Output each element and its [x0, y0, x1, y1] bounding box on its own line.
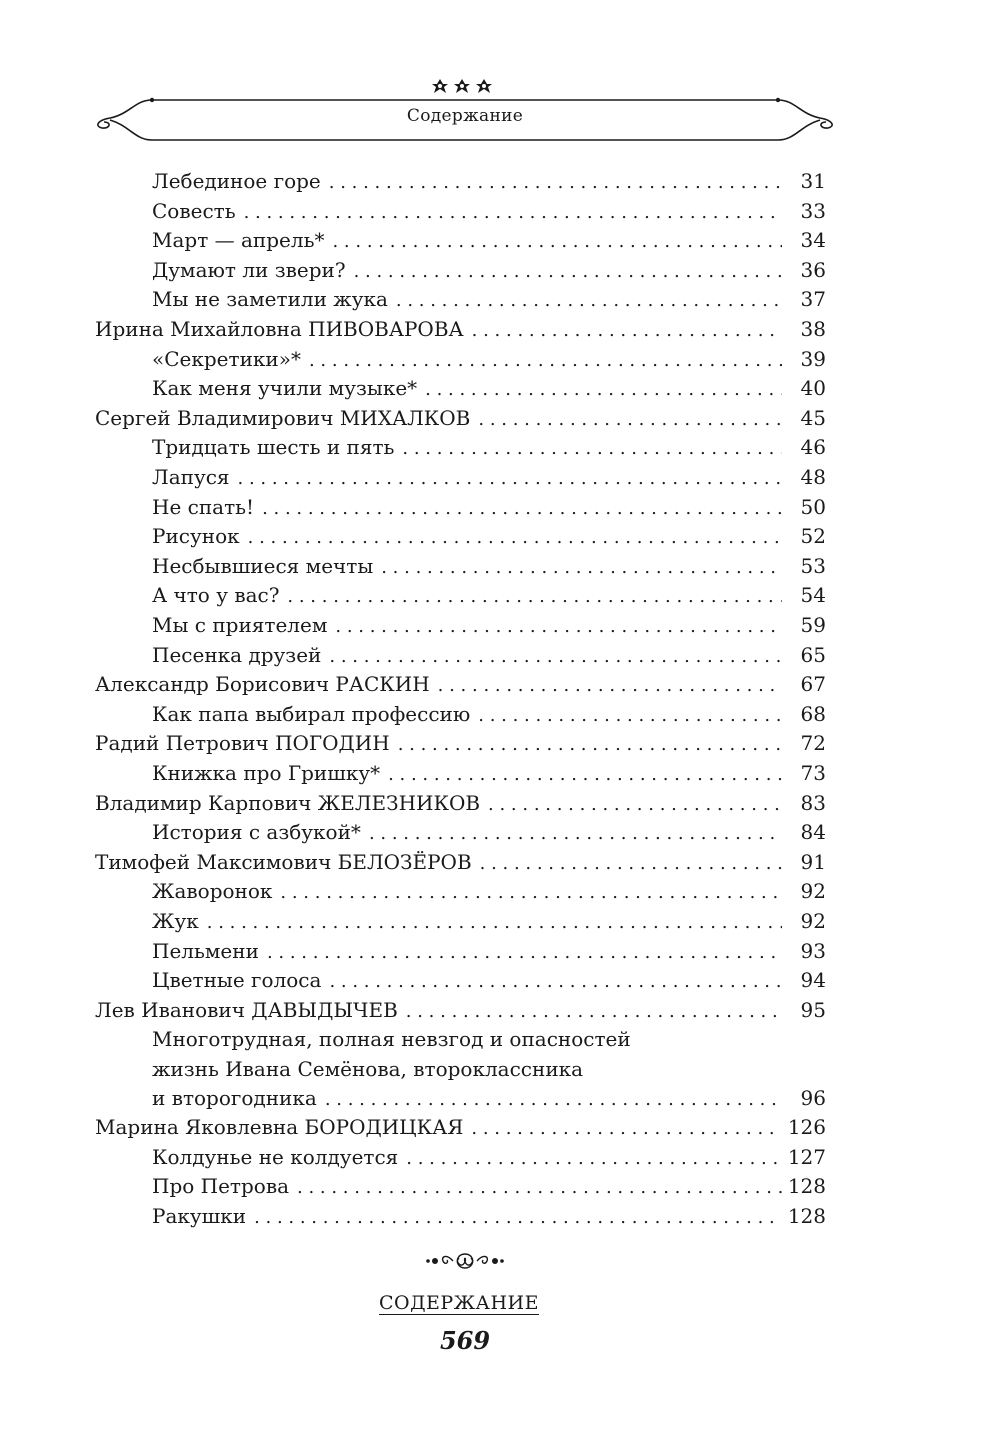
toc-entry-title-line: жизнь Ивана Семёнова, второклассника: [152, 1057, 584, 1081]
toc-entry-page: 72: [800, 731, 826, 756]
toc-entry-page: 128: [787, 1203, 826, 1228]
toc-entry-page: 94: [800, 968, 826, 993]
toc-entry-author[interactable]: [95, 995, 826, 1025]
page-header: [0, 0, 987, 160]
toc-entry-title: Март — апрель*: [152, 228, 325, 253]
toc-entry-title: Не спать!: [152, 494, 255, 519]
toc-entry-page: 53: [800, 553, 826, 578]
running-header-title: Содержание: [406, 106, 524, 126]
toc-entry-work[interactable]: [152, 580, 826, 610]
dot-leader: [488, 790, 782, 820]
toc-entry-work[interactable]: [152, 373, 826, 403]
toc-entry-page: 95: [800, 997, 826, 1022]
toc-entry-work[interactable]: [152, 344, 826, 374]
toc-entry-page: 96: [800, 1086, 826, 1110]
toc-entry-work[interactable]: [152, 699, 826, 729]
toc-entry-title: Песенка друзей: [152, 642, 322, 667]
dot-leader: [244, 198, 782, 228]
toc-entry-work[interactable]: [152, 965, 826, 995]
toc-entry-title: А что у вас?: [152, 583, 280, 608]
toc-entry-title: Марина Яковлевна БОРОДИЦКАЯ: [95, 1115, 464, 1139]
toc-entry-work[interactable]: [152, 1083, 826, 1113]
dot-leader: [478, 701, 782, 731]
toc-entry-title: «Секретики»*: [152, 346, 301, 371]
toc-entry-page: 40: [800, 376, 826, 401]
toc-entry-work[interactable]: [152, 225, 826, 255]
dot-leader: [369, 819, 782, 849]
toc-entry-page: 50: [800, 494, 826, 519]
dot-leader: [238, 464, 782, 494]
toc-entry-page: 37: [800, 287, 826, 312]
toc-entry-page: 59: [800, 613, 826, 637]
dot-leader: [309, 346, 782, 376]
toc-entry-title: Сергей Владимирович МИХАЛКОВ: [95, 405, 471, 430]
dot-leader: [280, 878, 782, 908]
footer-ornament-icon: [425, 1250, 505, 1272]
toc-entry-title: Тридцать шесть и пять: [152, 435, 395, 460]
dot-leader: [297, 1173, 782, 1203]
dot-leader: [254, 1203, 782, 1233]
dot-leader: [325, 1085, 782, 1115]
dot-leader: [480, 849, 782, 879]
toc-entry-author[interactable]: [95, 1112, 826, 1142]
dot-leader: [472, 316, 782, 346]
toc-entry-title: Жаворонок: [152, 879, 273, 904]
toc-entry-work[interactable]: [152, 1201, 826, 1231]
toc-entry-page: 38: [800, 317, 826, 341]
dot-leader: [329, 168, 782, 198]
toc-entry-author[interactable]: [95, 728, 826, 758]
toc-entry-title: Колдунье не колдуется: [152, 1144, 399, 1169]
toc-entry-work[interactable]: [152, 1142, 826, 1172]
toc-entry-page: 128: [787, 1174, 826, 1199]
toc-entry-page: 34: [800, 228, 826, 253]
toc-entry-page: 67: [800, 672, 826, 697]
toc-entry-title: Мы с приятелем: [152, 613, 328, 637]
toc-entry-work[interactable]: [152, 196, 826, 226]
dot-leader: [354, 257, 782, 287]
toc-entry-title: Рисунок: [152, 524, 240, 549]
dot-leader: [425, 375, 782, 405]
toc-entry-page: 68: [800, 701, 826, 726]
toc-entry-title: Тимофей Максимович БЕЛОЗЁРОВ: [95, 849, 472, 874]
toc-entry-title: Пельмени: [152, 938, 259, 963]
toc-entry-title: Лев Иванович ДАВЫДЫЧЕВ: [95, 997, 398, 1022]
toc-entry-work[interactable]: [152, 551, 826, 581]
dot-leader: [267, 938, 782, 968]
toc-entry-title: и второгодника: [152, 1086, 317, 1110]
dot-leader: [287, 582, 782, 612]
toc-entry-page: 126: [787, 1115, 826, 1139]
toc-entry-title: Мы не заметили жука: [152, 287, 388, 312]
dot-leader: [438, 671, 782, 701]
toc-entry-title: Несбывшиеся мечты: [152, 553, 374, 578]
toc-entry-page: 52: [800, 524, 826, 549]
dot-leader: [248, 523, 782, 553]
toc-entry-title: Совесть: [152, 198, 236, 223]
toc-entry-title: История с азбукой*: [152, 820, 361, 845]
dot-leader: [388, 760, 782, 790]
toc-entry-title: Как меня учили музыке*: [152, 376, 418, 401]
toc-entry-title: Как папа выбирал профессию: [152, 701, 471, 726]
page-number: 569: [439, 1326, 491, 1355]
toc-entry-title: Жук: [152, 909, 199, 933]
toc-entry-page: 39: [800, 346, 826, 371]
toc-entry-title: Радий Петрович ПОГОДИН: [95, 731, 390, 756]
toc-entry-title: Александр Борисович РАСКИН: [95, 672, 430, 697]
toc-entry-page: 65: [800, 642, 826, 667]
toc-entry-page: 73: [800, 761, 826, 785]
toc-entry-title: Лапуся: [152, 465, 230, 489]
footer-section-title: СОДЕРЖАНИЕ: [379, 1292, 539, 1314]
toc-entry-page: 91: [800, 849, 826, 874]
toc-entry-title: Цветные голоса: [152, 968, 322, 993]
dot-leader: [332, 227, 782, 257]
toc-entry-page: 36: [800, 257, 826, 282]
dot-leader: [406, 1144, 782, 1174]
toc-entry-author[interactable]: [95, 669, 826, 699]
toc-entry-page: 84: [800, 820, 826, 845]
toc-entry-title: Про Петрова: [152, 1174, 290, 1199]
toc-entry-author[interactable]: [95, 847, 826, 877]
toc-entry-page: 33: [800, 198, 826, 223]
dot-leader: [335, 612, 782, 642]
dot-leader: [329, 642, 782, 672]
dot-leader: [402, 434, 782, 464]
dot-leader: [396, 286, 782, 316]
toc-entry-author[interactable]: [95, 788, 826, 818]
dot-leader: [398, 730, 782, 760]
toc-entry-title: Ракушки: [152, 1203, 247, 1228]
toc-entry-author[interactable]: [95, 403, 826, 433]
toc-entry-work[interactable]: [152, 610, 826, 640]
toc-entry-page: 83: [800, 790, 826, 815]
toc-entry-page: 92: [800, 909, 826, 933]
toc-entry-work[interactable]: [152, 936, 826, 966]
toc-entry-work[interactable]: [152, 255, 826, 285]
toc-entry-work[interactable]: [152, 1171, 826, 1201]
toc-entry-work[interactable]: [152, 876, 826, 906]
toc-entry-work[interactable]: [152, 166, 826, 196]
toc-entry-work[interactable]: [152, 758, 826, 788]
toc-entry-title: Думают ли звери?: [152, 257, 346, 282]
dot-leader: [262, 494, 782, 524]
dot-leader: [381, 553, 782, 583]
toc-entry-author[interactable]: [95, 314, 826, 344]
toc-entry-page: 127: [787, 1144, 826, 1169]
toc-entry-page: 46: [800, 435, 826, 460]
toc-entry-page: 45: [800, 405, 826, 430]
toc-entry-title-line: Многотрудная, полная невзгод и опасностей: [152, 1027, 631, 1051]
toc-entry-title: Книжка про Гришку*: [152, 761, 381, 785]
toc-entry-page: 31: [800, 169, 826, 193]
toc-entry-work[interactable]: [152, 462, 826, 492]
dot-leader: [471, 1114, 782, 1144]
toc-entry-page: 93: [800, 938, 826, 963]
dot-leader: [207, 908, 782, 938]
toc-entry-work[interactable]: [152, 432, 826, 462]
toc-entry-work[interactable]: [152, 906, 826, 936]
toc-entry-work[interactable]: [152, 492, 826, 522]
toc-entry-work[interactable]: [152, 640, 826, 670]
toc-entry-page: 92: [800, 879, 826, 904]
dot-leader: [478, 405, 782, 435]
toc-entry-work[interactable]: [152, 284, 826, 314]
toc-entry-work[interactable]: [152, 521, 826, 551]
dot-leader: [329, 967, 782, 997]
toc-entry-title: Ирина Михайловна ПИВОВАРОВА: [95, 317, 464, 341]
toc-entry-work[interactable]: [152, 817, 826, 847]
toc-entry-page: 48: [800, 465, 826, 489]
toc-entry-title: Владимир Карпович ЖЕЛЕЗНИКОВ: [95, 790, 481, 815]
toc-entry-title: Лебединое горе: [152, 169, 321, 193]
dot-leader: [406, 997, 782, 1027]
toc-entry-page: 54: [800, 583, 826, 608]
